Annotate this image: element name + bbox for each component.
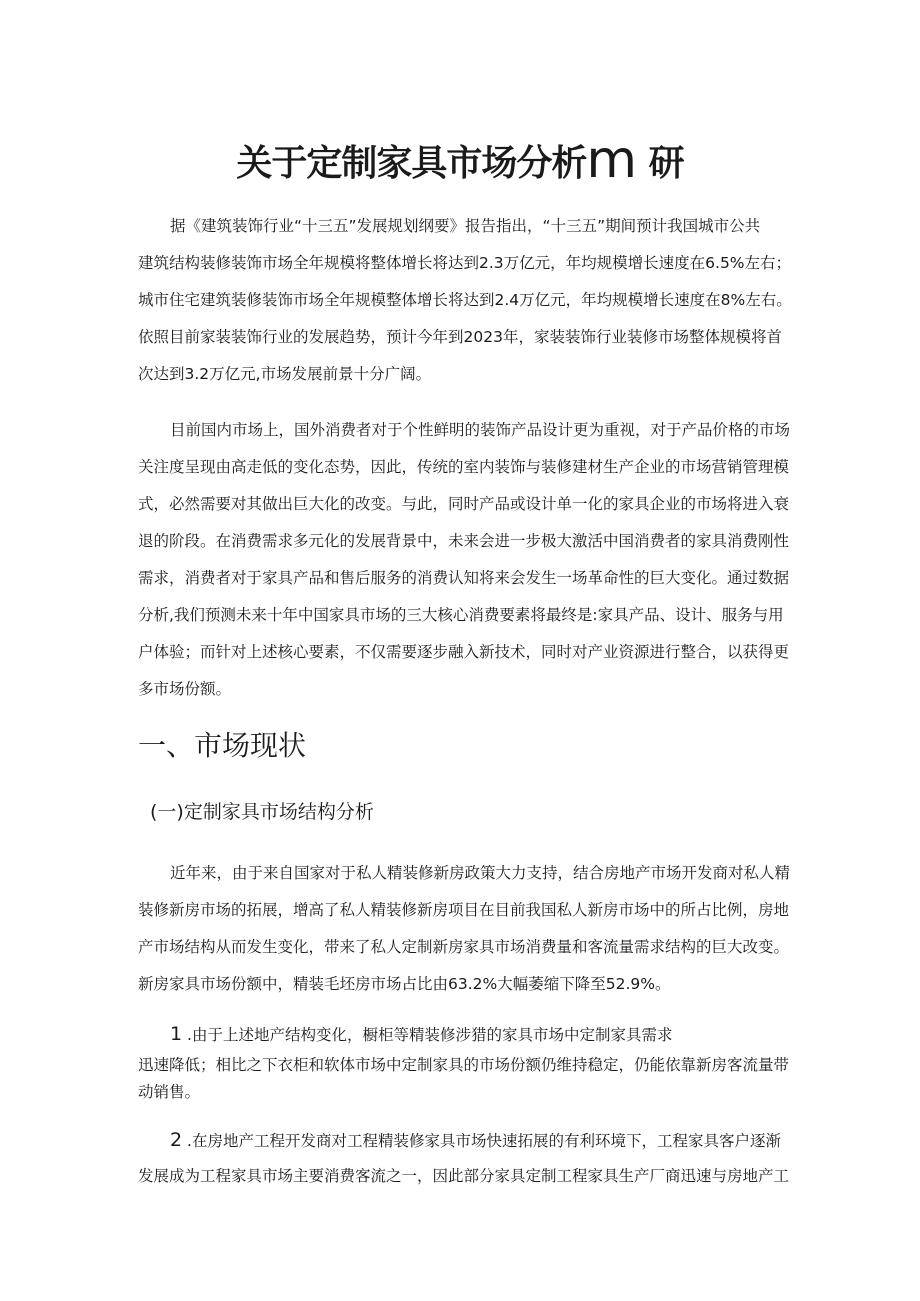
paragraph-line: 退的阶段。在消费需求多元化的发展背景中，未来会进一步极大激活中国消费者的家具消费刚性 — [138, 532, 790, 550]
paragraph-line: 近年来，由于来自国家对于私人精装修新房政策大力支持，结合房地产市场开发商对私人精 — [170, 864, 791, 882]
document-title — [0, 132, 920, 192]
paragraph-line: 迅速降低；相比之下衣柜和软体市场中定制家具的市场份额仍维持稳定，仍能依靠新房客流量带 — [138, 1056, 790, 1074]
list-item-number: 2 — [170, 1129, 183, 1151]
title-tail: 研 — [648, 143, 684, 184]
list-item-2 — [138, 1122, 798, 1195]
subsection-heading: (一)定制家具市场结构分析 — [150, 801, 374, 823]
list-item-text: .在房地产工程开发商对工程精装修家具市场快速拓展的有利环境下，工程家具客户逐渐 — [187, 1132, 781, 1150]
paragraph-line: 关注度呈现由高走低的变化态势，因此，传统的室内装饰与装修建材生产企业的市场营销管理模 — [138, 458, 790, 476]
paragraph-line: 建筑结构装修装饰市场全年规模将整体增长将达到2.3万亿元，年均规模增长速度在6.5%左右； — [138, 254, 792, 272]
paragraph-line: 新房家具市场份额中，精装毛坯房市场占比由63.2%大幅萎缩下降至52.9%。 — [138, 975, 671, 993]
market-trend-paragraph — [138, 412, 798, 708]
paragraph-line: 式，必然需要对其做出巨大化的改变。与此，同时产品或设计单一化的家具企业的市场将进入衰 — [138, 495, 790, 513]
paragraph-line: 分析,我们预测未来十年中国家具市场的三大核心消费要素将最终是:家具产品、设计、服务与用 — [138, 606, 784, 624]
paragraph-line: 城市住宅建筑装修装饰市场全年规模整体增长将达到2.4万亿元，年均规模增长速度在8%左右。 — [138, 291, 792, 309]
paragraph-line: 动销售。 — [138, 1083, 201, 1101]
intro-paragraph — [138, 208, 798, 393]
section-heading: 一、市场现状 — [138, 729, 307, 762]
list-item-1 — [138, 1016, 798, 1106]
paragraph-line: 户体验；而针对上述核心要素，不仅需要逐步融入新技术，同时对产业资源进行整合，以获得更 — [138, 643, 790, 661]
title-letter: m — [586, 130, 638, 190]
paragraph-line: 次达到3.2万亿元,市场发展前景十分广阔。 — [138, 365, 432, 383]
structure-paragraph — [138, 855, 798, 1003]
paragraph-line: 依照目前家装装饰行业的发展趋势，预计今年到2023年，家装装饰行业装修市场整体规模将首 — [138, 328, 782, 346]
paragraph-line: 目前国内市场上，国外消费者对于个性鲜明的装饰产品设计更为重视，对于产品价格的市场 — [170, 421, 791, 439]
paragraph-line: 需求，消费者对于家具产品和售后服务的消费认知将来会发生一场革命性的巨大变化。通过数据 — [138, 569, 790, 587]
list-item-number: 1 — [170, 1023, 183, 1045]
paragraph-line: 装修新房市场的拓展，增高了私人精装修新房项目在目前我国私人新房市场中的所占比例，房地 — [138, 901, 790, 919]
list-item-text: .由于上述地产结构变化，橱柜等精装修涉猎的家具市场中定制家具需求 — [187, 1026, 673, 1044]
paragraph-line: 据《建筑装饰行业“十三五”发展规划纲要》报告指出，“十三五”期间预计我国城市公共 — [170, 217, 761, 235]
list-item-heading — [138, 1016, 798, 1052]
list-item-heading — [138, 1122, 798, 1158]
paragraph-line: 多市场份额。 — [138, 680, 232, 698]
title-main: 关于定制家具市场分析 — [236, 143, 587, 184]
paragraph-line: 产市场结构从而发生变化，带来了私人定制新房家具市场消费量和客流量需求结构的巨大改变。 — [138, 938, 790, 956]
paragraph-line: 发展成为工程家具市场主要消费客流之一，因此部分家具定制工程家具生产厂商迅速与房地产工 — [138, 1167, 790, 1185]
